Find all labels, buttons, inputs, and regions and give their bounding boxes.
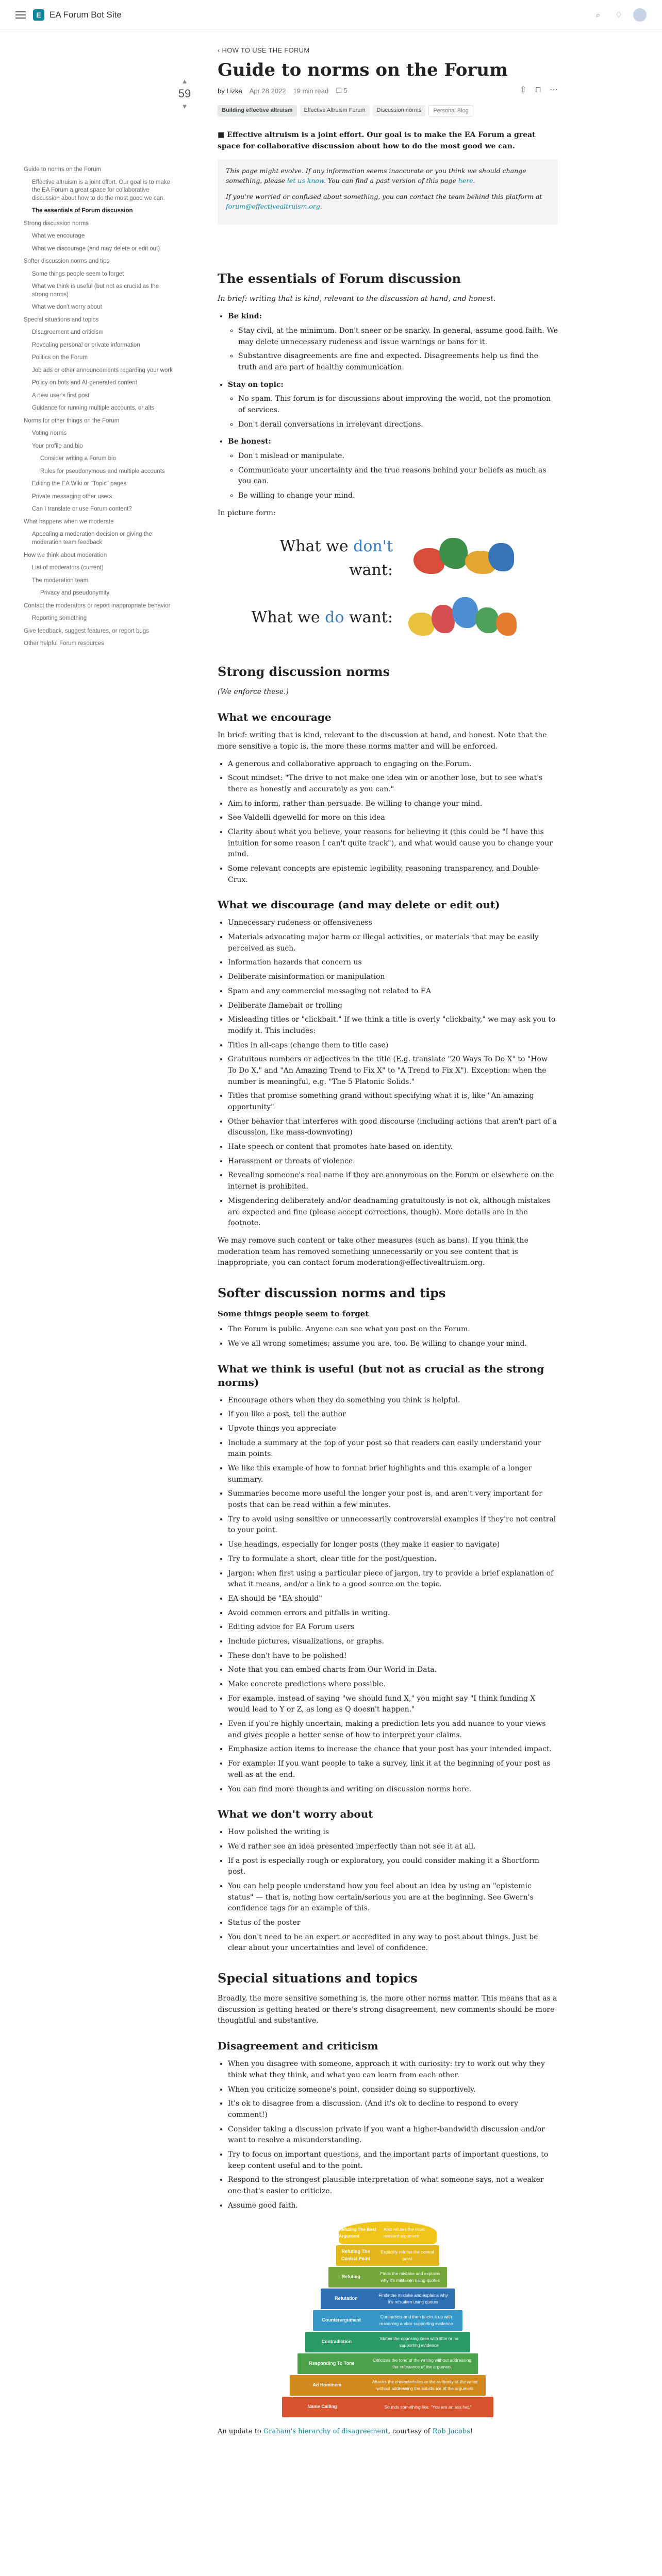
pyramid-level	[313, 2310, 462, 2331]
heading-useful: What we think is useful (but not as crucial as the strong norms)	[218, 1362, 544, 1388]
pyramid-top-desc: Also refutes the most relevant argument	[383, 2227, 425, 2239]
discourage-item: • Deliberate misinformation or manipulation	[228, 972, 558, 983]
toc-item[interactable]: Private messaging other users	[32, 493, 112, 500]
author-link[interactable]: by Lizka	[218, 87, 242, 95]
toc-item[interactable]: Your profile and bio	[32, 443, 83, 449]
birds-illustration	[218, 525, 558, 649]
pyramid-level	[282, 2397, 493, 2417]
toc-item[interactable]: What we think is useful (but not as crucial as the strong norms)	[32, 283, 159, 298]
post	[218, 46, 558, 2444]
essentials-item	[228, 311, 558, 373]
disagree-item: • When you disagree with someone, approach it with curiosity: try to work out why they think what they think, and what you can learn from each other.	[228, 2059, 558, 2081]
dont-want-post: want:	[349, 561, 393, 580]
encourage-lead: In brief: writing that is kind, relevant to the discussion at hand, and honest. Note that the more sensitive a topic is, the more these norms matter and will be enforced.	[218, 731, 547, 751]
more-options-icon[interactable]: ⋯	[550, 86, 558, 95]
encourage-item: • See Valdelli dgewelld for more on this idea	[228, 812, 558, 824]
heading-softer: Softer discussion norms and tips	[218, 1285, 446, 1300]
useful-item: • If you like a post, tell the author	[228, 1409, 558, 1420]
toc-item[interactable]: Contact the moderators or report inappropriate behavior	[24, 602, 171, 609]
tag-chip[interactable]: Effective Altruism Forum	[300, 105, 370, 116]
pyramid-level-desc: Finds the mistake and explains why it's mistaken using quotes	[378, 2293, 448, 2305]
post-date: Apr 28 2022	[249, 87, 286, 95]
discourage-item: • Deliberate flamebait or trolling	[228, 1001, 558, 1012]
toc-item[interactable]: Rules for pseudonymous and multiple accounts	[40, 468, 165, 474]
useful-item: • You can find more thoughts and writing on discussion norms here.	[228, 1784, 558, 1795]
toc-item[interactable]: Can I translate or use Forum content?	[32, 506, 132, 513]
essentials-lead: In brief: writing that is kind, relevant to the discussion at hand, and honest.	[218, 295, 496, 303]
useful-item: • Upvote things you appreciate	[228, 1423, 558, 1435]
pyramid-level-name: Responding To Tone	[309, 2361, 355, 2366]
pyramid-level	[290, 2375, 486, 2396]
useful-item: • For example: If you want people to take a survey, link it at the beginning of your post as well as at the end.	[228, 1758, 558, 1781]
pyramid-level-name: Ad Hominem	[312, 2382, 341, 2388]
forget-item: • We've all wrong sometimes; assume you are, too. Be willing to change your mind.	[228, 1338, 558, 1350]
toc-item[interactable]: List of moderators (current)	[32, 565, 104, 571]
forget-list	[228, 1324, 558, 1349]
essentials-subitem: ◦ Don't mislead or manipulate.	[238, 451, 558, 462]
discourage-item: • Revealing someone's real name if they are anonymous on the Forum or elsewhere on the internet is prohibited.	[228, 1170, 558, 1192]
disagreement-pyramid	[277, 2222, 499, 2417]
useful-list	[228, 1395, 558, 1795]
pyramid-level-name: Counterargument	[322, 2317, 361, 2323]
encourage-list	[228, 759, 558, 886]
useful-item: • EA should be "EA should"	[228, 1594, 558, 1605]
toc-item[interactable]: Consider writing a Forum bio	[40, 455, 117, 462]
dont-want-label	[238, 535, 403, 583]
discourage-item: • Titles in all-caps (change them to title case)	[228, 1040, 558, 1052]
toc-item[interactable]: What we discourage (and may delete or edit out)	[32, 245, 160, 252]
toc-item[interactable]: What we encourage	[32, 233, 85, 240]
discourage-item: • Misgendering deliberately and/or deadnaming gratuitously is not ok, although mistakes are expected and fine (please accept corrections, though). More details are in the footnote.	[228, 1196, 558, 1229]
dont-worry-item: • We'd rather see an idea presented imperfectly than not see it at all.	[228, 1841, 558, 1853]
menu-icon[interactable]	[15, 11, 26, 19]
disagree-item: • Assume good faith.	[228, 2200, 558, 2212]
essentials-sublist	[238, 326, 558, 374]
pyramid-top	[339, 2222, 437, 2244]
pyramid-level-name: Contradiction	[321, 2339, 352, 2345]
pyramid-level-desc: Explicitly refutes the central point	[380, 2249, 434, 2262]
disagree-list	[228, 2059, 558, 2211]
disagree-item: • When you criticize someone's point, consider doing so supportively.	[228, 2084, 558, 2096]
contact-text: If you're worried or confused about something, you can contact the team behind this platform at	[226, 192, 542, 200]
toc-item[interactable]: Policy on bots and AI-generated content	[32, 380, 137, 386]
toc-item[interactable]: Give feedback, suggest features, or report bugs	[24, 628, 149, 634]
pyramid-level-desc: Attacks the characteristics or the authority of the writer without addressing the substance of the argument	[372, 2379, 478, 2392]
do-want-post: want:	[344, 608, 393, 627]
essentials-head: Be honest:	[228, 437, 271, 446]
toc-item[interactable]: Politics on the Forum	[32, 354, 88, 361]
tag-chip[interactable]: Building effective altruism	[218, 105, 297, 116]
disagree-item: • It's ok to disagree from a discussion. (And it's ok to decline to respond to every comment!)	[228, 2098, 558, 2121]
heading-special: Special situations and topics	[218, 1971, 418, 1986]
pyramid-level-desc: Finds the mistake and explains why it's mistaken using quotes	[380, 2271, 441, 2283]
encourage-item: • Clarity about what you believe, your reasons for believing it (this could be "I have this intuition for some reason I can't quite track"), and what would cause you to change your mind.	[228, 827, 558, 860]
toc-item[interactable]: Voting norms	[32, 430, 67, 437]
toc-item[interactable]: Disagreement and criticism	[32, 329, 104, 336]
useful-item: • Try to formulate a short, clear title for the post/question.	[228, 1554, 558, 1565]
disagree-item: • Try to focus on important questions, and the important parts of important questions, to keep content useful and to the point.	[228, 2149, 558, 2172]
dont-want-neg: don't	[353, 537, 393, 555]
do-want-pre: What we	[251, 608, 325, 627]
tag-list	[218, 105, 558, 116]
toc-item[interactable]: Guidance for running multiple accounts, or alts	[32, 405, 155, 412]
notification-icon[interactable]: ♢	[615, 10, 623, 20]
discourage-item: • Misleading titles or "clickbait." If we think a title is overly "clickbaity," we may ask you to modify it. This includes:	[228, 1014, 558, 1037]
toc-item[interactable]: Special situations and topics	[24, 316, 99, 323]
dont-worry-list	[228, 1827, 558, 1954]
post-title: Guide to norms on the Forum	[218, 60, 508, 80]
discourage-item: • Other behavior that interferes with good discourse (including actions that aren't part of a discussion, like mass-downvoting)	[228, 1116, 558, 1139]
toc-item[interactable]: Norms for other things on the Forum	[24, 417, 120, 424]
do-want-row	[238, 589, 537, 646]
do-want-label	[238, 606, 403, 630]
disagree-item: • Respond to the strongest plausible interpretation of what someone says, not a weaker one that's easier to criticize.	[228, 2175, 558, 2197]
heading-dont-worry: What we don't worry about	[218, 1808, 373, 1821]
editor-note: This page might evolve. If any information seems inaccurate or you think we should change something, please let us know. You can find a past version of this page here. If you're worried or confused about something, you can contact the team behind this platform at forum@effectivealtruism.org.	[218, 159, 558, 225]
discourage-item: • Information hazards that concern us	[228, 957, 558, 969]
picture-label: In picture form:	[218, 509, 276, 517]
essentials-subitem: ◦ Communicate your uncertainty and the true reasons behind your beliefs as much as you can.	[238, 465, 558, 487]
dont-worry-item: • Status of the poster	[228, 1918, 558, 1929]
heading-essentials: The essentials of Forum discussion	[218, 271, 461, 286]
useful-item: • Summaries become more useful the longer your post is, and aren't very important for posts that can be read within a few minutes.	[228, 1488, 558, 1511]
intro: ■ Effective altruism is a joint effort. Our goal is to make the EA Forum a great space for collaborative discussion about how to do the most good we can.	[218, 131, 536, 150]
toc-item[interactable]: Some things people seem to forget	[32, 270, 124, 277]
discourage-list	[228, 918, 558, 1229]
encourage-item: • Scout mindset: "The drive to not make one idea win or another lose, but to see what's there as honestly and accurately as you can."	[228, 773, 558, 795]
encourage-item: • A generous and collaborative approach to engaging on the Forum.	[228, 759, 558, 770]
pyramid-level-desc: Criticizes the tone of the writing without addressing the substance of the argument	[372, 2358, 472, 2370]
discourage-item: • Hate speech or content that promotes hate based on identity.	[228, 1142, 558, 1153]
post-meta	[218, 87, 558, 95]
pyramid-level-name: Refuting	[341, 2274, 360, 2280]
essentials-item	[228, 380, 558, 431]
pyramid-level	[305, 2332, 470, 2352]
strong-sub: (We enforce these.)	[218, 688, 289, 697]
encourage-item: • Some relevant concepts are epistemic legibility, reasoning transparency, and Double-Crux.	[228, 863, 558, 886]
angry-birds-image	[403, 533, 522, 584]
essentials-list	[228, 311, 558, 502]
useful-item: • Even if you're highly uncertain, making a prediction lets you add nuance to your views and gives people a better sense of how to interpret your claims.	[228, 1719, 558, 1741]
feedback-link[interactable]: let us know	[287, 177, 324, 185]
vote-score: 59	[178, 87, 191, 100]
heading-discourage: What we discourage (and may delete or edit out)	[218, 899, 500, 911]
useful-item: • Use headings, especially for longer posts (they make it easier to navigate)	[228, 1539, 558, 1551]
dont-worry-item: • You can help people understand how you feel about an idea by using an "epistemic status" — that is, noting how certain/serious you are at the beginning. See Gwern's confidence tags for an example of this.	[228, 1881, 558, 1914]
useful-item: • Include a summary at the top of your post so that readers can easily understand your main points.	[228, 1438, 558, 1460]
user-avatar[interactable]	[633, 8, 647, 22]
useful-item: • Avoid common errors and pitfalls in writing.	[228, 1608, 558, 1619]
toc-item[interactable]: Appealing a moderation decision or giving the moderation team feedback	[32, 531, 152, 546]
vote-widget	[174, 77, 195, 110]
useful-item: • For example, instead of saying "we should fund X," you might say "I think funding X would lead to Y or Z, as long as Q doesn't happen."	[228, 1693, 558, 1716]
useful-item: • Include pictures, visualizations, or graphs.	[228, 1636, 558, 1648]
essentials-subitem: ◦ Substantive disagreements are fine and expected. Disagreements help us find the truth and are part of healthy communication.	[238, 351, 558, 373]
pyramid-level-name: Name Calling	[307, 2404, 337, 2410]
friendly-birds-image	[403, 592, 522, 643]
heading-encourage: What we encourage	[218, 711, 332, 724]
essentials-head: Stay on topic:	[228, 380, 284, 389]
rob-jacobs-link[interactable]: Rob Jacobs	[432, 2428, 470, 2436]
pyramid-level-desc: Contradicts and then backs it up with reasoning and/or supporting evidence	[379, 2314, 453, 2327]
toc-item[interactable]: What we don't worry about	[32, 304, 102, 311]
useful-item: • Emphasize action items to increase the chance that your post has your intended impact.	[228, 1744, 558, 1755]
dont-worry-item: • You don't need to be an expert or accredited in any way to post about things. Just be clear about your uncertainties and level of confidence.	[228, 1932, 558, 1954]
comment-count[interactable]	[336, 87, 347, 95]
useful-item: • Encourage others when they do something you think is helpful.	[228, 1395, 558, 1406]
toc-item[interactable]: Strong discussion norms	[24, 220, 89, 227]
toc-item[interactable]: Job ads or other announcements regarding your work	[32, 367, 173, 374]
useful-item: • We like this example of how to format brief highlights and this example of a longer summary.	[228, 1463, 558, 1485]
useful-item: • Make concrete predictions where possible.	[228, 1679, 558, 1690]
search-icon[interactable]: ⌕	[595, 10, 601, 20]
share-icon[interactable]: ⇧	[520, 86, 527, 95]
pyramid-level	[336, 2245, 439, 2266]
intro-text: Effective altruism is a joint effort. Our goal is to make the EA Forum a great space for collaborative discussion about how to do the most good we can.	[218, 131, 536, 150]
top-bar	[0, 0, 662, 30]
past-version-link[interactable]: here	[458, 177, 473, 185]
pyramid-level-desc: States the opposing case with little or no supporting evidence	[379, 2336, 458, 2348]
post-body	[218, 130, 558, 2437]
table-of-contents	[24, 166, 173, 653]
essentials-subitem: ◦ Be willing to change your mind.	[238, 490, 558, 502]
discourage-item: • Spam and any commercial messaging not related to EA	[228, 986, 558, 997]
disagree-item: • Consider taking a discussion private if you want a higher-bandwidth discussion and/or want to resolve a misunderstanding.	[228, 2124, 558, 2146]
pyramid-level-desc: Sounds something like: "You are an ass hat."	[384, 2404, 472, 2410]
read-time: 19 min read	[293, 87, 329, 95]
toc-item[interactable]: The essentials of Forum discussion	[32, 208, 133, 214]
useful-item: • Jargon: when first using a particular piece of jargon, try to provide a brief explanation of what it means, and/or a link to a good source on the topic.	[228, 1568, 558, 1590]
upvote-icon[interactable]: ▲	[181, 77, 188, 85]
useful-item: • Note that you can embed charts from Our World in Data.	[228, 1665, 558, 1676]
toc-item[interactable]: A new user's first post	[32, 392, 90, 399]
dont-want-pre: What we	[279, 537, 354, 555]
useful-item: • These don't have to be polished!	[228, 1651, 558, 1662]
discourage-item: • Titles that promise something grand without specifying what it is, like "An amazing opportunity"	[228, 1091, 558, 1113]
comment-icon: ☐	[336, 87, 342, 95]
toc-item[interactable]: Reporting something	[32, 615, 87, 622]
caption-pre: An update to	[218, 2428, 261, 2436]
toc-item[interactable]: Privacy and pseudonymity	[40, 590, 110, 597]
useful-item: • Editing advice for EA Forum users	[228, 1622, 558, 1633]
toc-item[interactable]: What happens when we moderate	[24, 518, 114, 525]
toc-item[interactable]: Effective altruism is a joint effort. Our goal is to make the EA Forum a great space for collaborative discussion about how to do the most good we can.	[32, 179, 171, 201]
do-want-pos: do	[325, 608, 344, 627]
toc-item[interactable]: Other helpful Forum resources	[24, 640, 104, 647]
dont-worry-item: • How polished the writing is	[228, 1827, 558, 1838]
graham-link[interactable]: Graham's hierarchy of disagreement	[263, 2428, 388, 2436]
discourage-outro: We may remove such content or take other measures (such as bans). If you think the moderation team has removed something unnecessarily or you see content that is inappropriate, you can contact forum-moderation@effectivealtruism.org.	[218, 1236, 528, 1267]
tag-chip[interactable]: Personal Blog	[428, 105, 473, 116]
note-text-b: . You can find a past version of this page	[324, 177, 456, 185]
discourage-item: • Harassment or threats of violence.	[228, 1156, 558, 1167]
dont-want-row	[238, 530, 537, 587]
site-name[interactable]: EA Forum Bot Site	[49, 9, 122, 20]
discourage-item: • Unnecessary rudeness or offensiveness	[228, 918, 558, 929]
forget-heading: Some things people seem to forget	[218, 1309, 369, 1318]
toc-item[interactable]: The moderation team	[32, 577, 89, 584]
caption-mid: , courtesy of	[388, 2428, 431, 2436]
pyramid-level-name: Refuting The Central Point	[341, 2249, 370, 2262]
essentials-item	[228, 436, 558, 501]
toc-item[interactable]: Softer discussion norms and tips	[24, 258, 110, 265]
essentials-subitem: ◦ Don't derail conversations in irrelevant directions.	[238, 419, 558, 431]
pyramid-level	[297, 2353, 478, 2374]
pyramid-caption	[218, 2427, 558, 2437]
toc-item[interactable]: How we think about moderation	[24, 552, 107, 558]
essentials-subitem: ◦ No spam. This forum is for discussions about improving the world, not the promotion of services.	[238, 394, 558, 416]
forget-item: • The Forum is public. Anyone can see what you post on the Forum.	[228, 1324, 558, 1335]
heading-disagreement: Disagreement and criticism	[218, 2040, 378, 2053]
note-text: This page might evolve. If any information seems inaccurate or you think we should change something, please	[226, 167, 526, 185]
forum-email-link[interactable]: forum@effectivealtruism.org	[226, 202, 320, 210]
toc-item[interactable]: Editing the EA Wiki or "Topic" pages	[32, 481, 127, 487]
toc-item[interactable]: Revealing personal or private information	[32, 342, 140, 348]
caption-post: !	[470, 2428, 473, 2436]
heading-strong-norms: Strong discussion norms	[218, 664, 390, 680]
tag-chip[interactable]: Discussion norms	[373, 105, 426, 116]
breadcrumb[interactable]: ‹ HOW TO USE THE FORUM	[218, 46, 310, 54]
dont-worry-item: • If a post is especially rough or exploratory, you could consider making it a Shortform post.	[228, 1856, 558, 1878]
pyramid-level	[328, 2267, 447, 2287]
discourage-item: • Materials advocating major harm or illegal activities, or materials that may be easily perceived as such.	[228, 932, 558, 954]
essentials-sublist	[238, 451, 558, 502]
useful-item: • Try to avoid using sensitive or unnecessarily controversial examples if they're not central to your point.	[228, 1514, 558, 1536]
essentials-head: Be kind:	[228, 312, 262, 321]
pyramid-top-name: Refuting The Best Argument	[339, 2227, 376, 2239]
pyramid-level-name: Refutation	[335, 2296, 358, 2301]
encourage-item: • Aim to inform, rather than persuade. Be willing to change your mind.	[228, 799, 558, 810]
essentials-subitem: ◦ Stay civil, at the minimum. Don't sneer or be snarky. In general, assume good faith. We may delete unnecessary rudeness and issue warnings or bans for it.	[238, 326, 558, 348]
site-logo[interactable]: E	[33, 9, 44, 21]
discourage-item: • Gratuitous numbers or adjectives in the title (E.g. translate "20 Ways To Do X" to "How To Do X," and "An Amazing Trend to Fix X" to "A Trend to Fix X"). Exception: when the number is meaningful, e.g. "The 5 Platonic Solids."	[228, 1054, 558, 1088]
special-lead: Broadly, the more sensitive something is, the more other norms matter. This means that as a discussion is getting heated or there's strong disagreement, new comments should be more thoughtful and substantive.	[218, 1994, 557, 2025]
pyramid-level	[321, 2289, 455, 2309]
comment-count-value: 5	[343, 87, 347, 95]
downvote-icon[interactable]: ▼	[181, 103, 188, 110]
bookmark-icon[interactable]: ⊓	[535, 86, 541, 95]
toc-item[interactable]: Guide to norms on the Forum	[24, 166, 102, 173]
essentials-sublist	[238, 394, 558, 430]
